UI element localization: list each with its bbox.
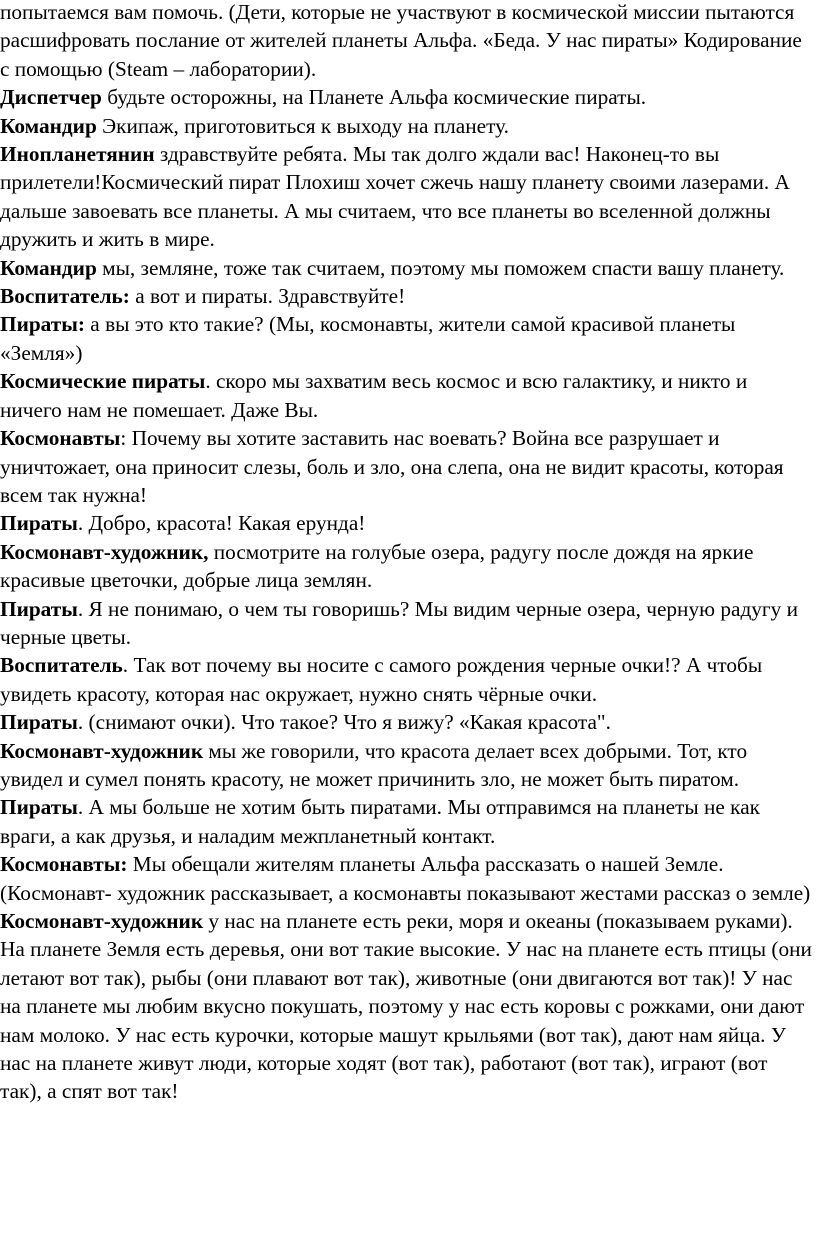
paragraph-text: . Я не понимаю, о чем ты говоришь? Мы видим черные озера, черную радугу и черные цветы.: [0, 596, 799, 649]
paragraph-text: . (снимают очки). Что такое? Что я вижу? «Какая красота".: [77, 710, 611, 735]
paragraph-text: попытаемся вам помочь. (Дети, которые не участвуют в космической миссии пытаются расшифровать послание от жителей планеты Альфа. «Беда. У нас пираты» Кодирование с помощью (Steam – лаборатории).: [0, 0, 802, 81]
speaker-name: Пираты: [0, 710, 78, 735]
paragraph-text: у нас на планете есть реки, моря и океаны (показываем руками). На планете Земля есть деревья, они вот такие высокие. У нас на планете есть птицы (они летают вот так), рыбы (они плавают вот так), животные (они двигаются вот так)! У нас на планете мы любим вкусно покушать, поэтому у нас есть коровы с рожками, они дают нам молоко. У нас есть курочки, которые машут крыльями (вот так), дают нам яйца. У нас на планете живут люди, которые ходят (вот так), работают (вот так), играют (вот так), а спят вот так!: [0, 909, 812, 1104]
paragraph-text: здравствуйте ребята. Мы так долго ждали вас! Наконец-то вы прилетели!Космический пират Плохиш хочет сжечь нашу планету своими лазерами. А дальше завоевать все планеты. А мы считаем, что все планеты во вселенной должны дружить и жить в мире.: [0, 142, 790, 252]
paragraph-teacher-2: [0, 651, 812, 708]
speaker-name: Инопланетянин: [0, 142, 155, 167]
paragraph-text: . Добро, красота! Какая ерунда!: [77, 511, 366, 536]
speaker-name: Командир: [0, 255, 97, 280]
speaker-name: Пираты:: [0, 312, 85, 337]
paragraph-commander-2: [0, 254, 812, 282]
speaker-name: Космонавт-художник: [0, 738, 204, 763]
paragraph-artist-2: [0, 737, 812, 794]
speaker-name: Космонавты:: [0, 852, 128, 877]
paragraph-text: Мы обещали жителям планеты Альфа рассказать о нашей Земле.: [127, 852, 724, 877]
paragraph-cosmonauts: [0, 424, 812, 509]
paragraph-alien: [0, 140, 812, 254]
paragraph-text: мы же говорили, что красота делает всех добрыми. Тот, кто увидел и сумел понять красоту, не может причинить зло, не может быть пиратом.: [0, 738, 748, 791]
paragraph-pirates-4: [0, 708, 812, 736]
speaker-name: Космонавт-художник,: [0, 539, 209, 564]
paragraph-text: будьте осторожны, на Планете Альфа космические пираты.: [101, 85, 647, 110]
speaker-name: Диспетчер: [0, 85, 102, 110]
speaker-name: Пираты: [0, 511, 78, 536]
speaker-name: Пираты: [0, 596, 78, 621]
paragraph-text: . А мы больше не хотим быть пиратами. Мы отправимся на планеты не как враги, а как друзья, и наладим межпланетный контакт.: [0, 795, 760, 848]
speaker-name: Воспитатель:: [0, 284, 130, 309]
paragraph-space-pirates: [0, 367, 812, 424]
paragraph-text: : Почему вы хотите заставить нас воевать? Война все разрушает и уничтожает, она приносит слезы, боль и зло, она слепа, она не видит красоты, которая всем так нужна!: [0, 426, 784, 507]
paragraph-cosmonauts-2: [0, 850, 812, 878]
speaker-name: Воспитатель: [0, 653, 123, 678]
paragraph-text: посмотрите на голубые озера, радугу после дождя на яркие красивые цветочки, добрые лица землян.: [0, 539, 754, 593]
paragraph-text: мы, земляне, тоже так считаем, поэтому мы поможем спасти вашу планету.: [96, 255, 785, 280]
paragraph-pirates: [0, 310, 812, 367]
paragraph-intro: [0, 0, 812, 83]
speaker-name: Командир: [0, 113, 97, 138]
paragraph-teacher: [0, 282, 812, 310]
speaker-name: Пираты: [0, 795, 78, 820]
paragraph-commander: [0, 112, 812, 140]
paragraph-text: а вот и пираты. Здравствуйте!: [129, 284, 406, 309]
paragraph-artist: [0, 538, 812, 595]
paragraph-pirates-5: [0, 793, 812, 850]
paragraph-artist-3: [0, 907, 812, 1106]
speaker-name: Космические пираты: [0, 369, 206, 394]
paragraph-text: . Так вот почему вы носите с самого рождения черные очки!? А чтобы увидеть красоту, которая нас окружает, нужно снять чёрные очки.: [0, 653, 763, 706]
speaker-name: Космонавты: [0, 426, 121, 451]
paragraph-stage-direction: [0, 879, 812, 907]
paragraph-pirates-2: [0, 509, 812, 537]
paragraph-text: (Космонавт- художник рассказывает, а космонавты показывают жестами рассказ о земле): [0, 880, 811, 905]
paragraph-text: . скоро мы захватим весь космос и всю галактику, и никто и ничего нам не помешает. Даже Вы.: [0, 369, 748, 422]
paragraph-dispatcher: [0, 83, 812, 111]
speaker-name: Космонавт-художник: [0, 909, 204, 933]
paragraph-text: а вы это кто такие? (Мы, космонавты, жители самой красивой планеты «Земля»): [0, 312, 736, 365]
paragraph-text: Экипаж, приготовиться к выходу на планету.: [96, 113, 509, 138]
paragraph-pirates-3: [0, 595, 812, 652]
